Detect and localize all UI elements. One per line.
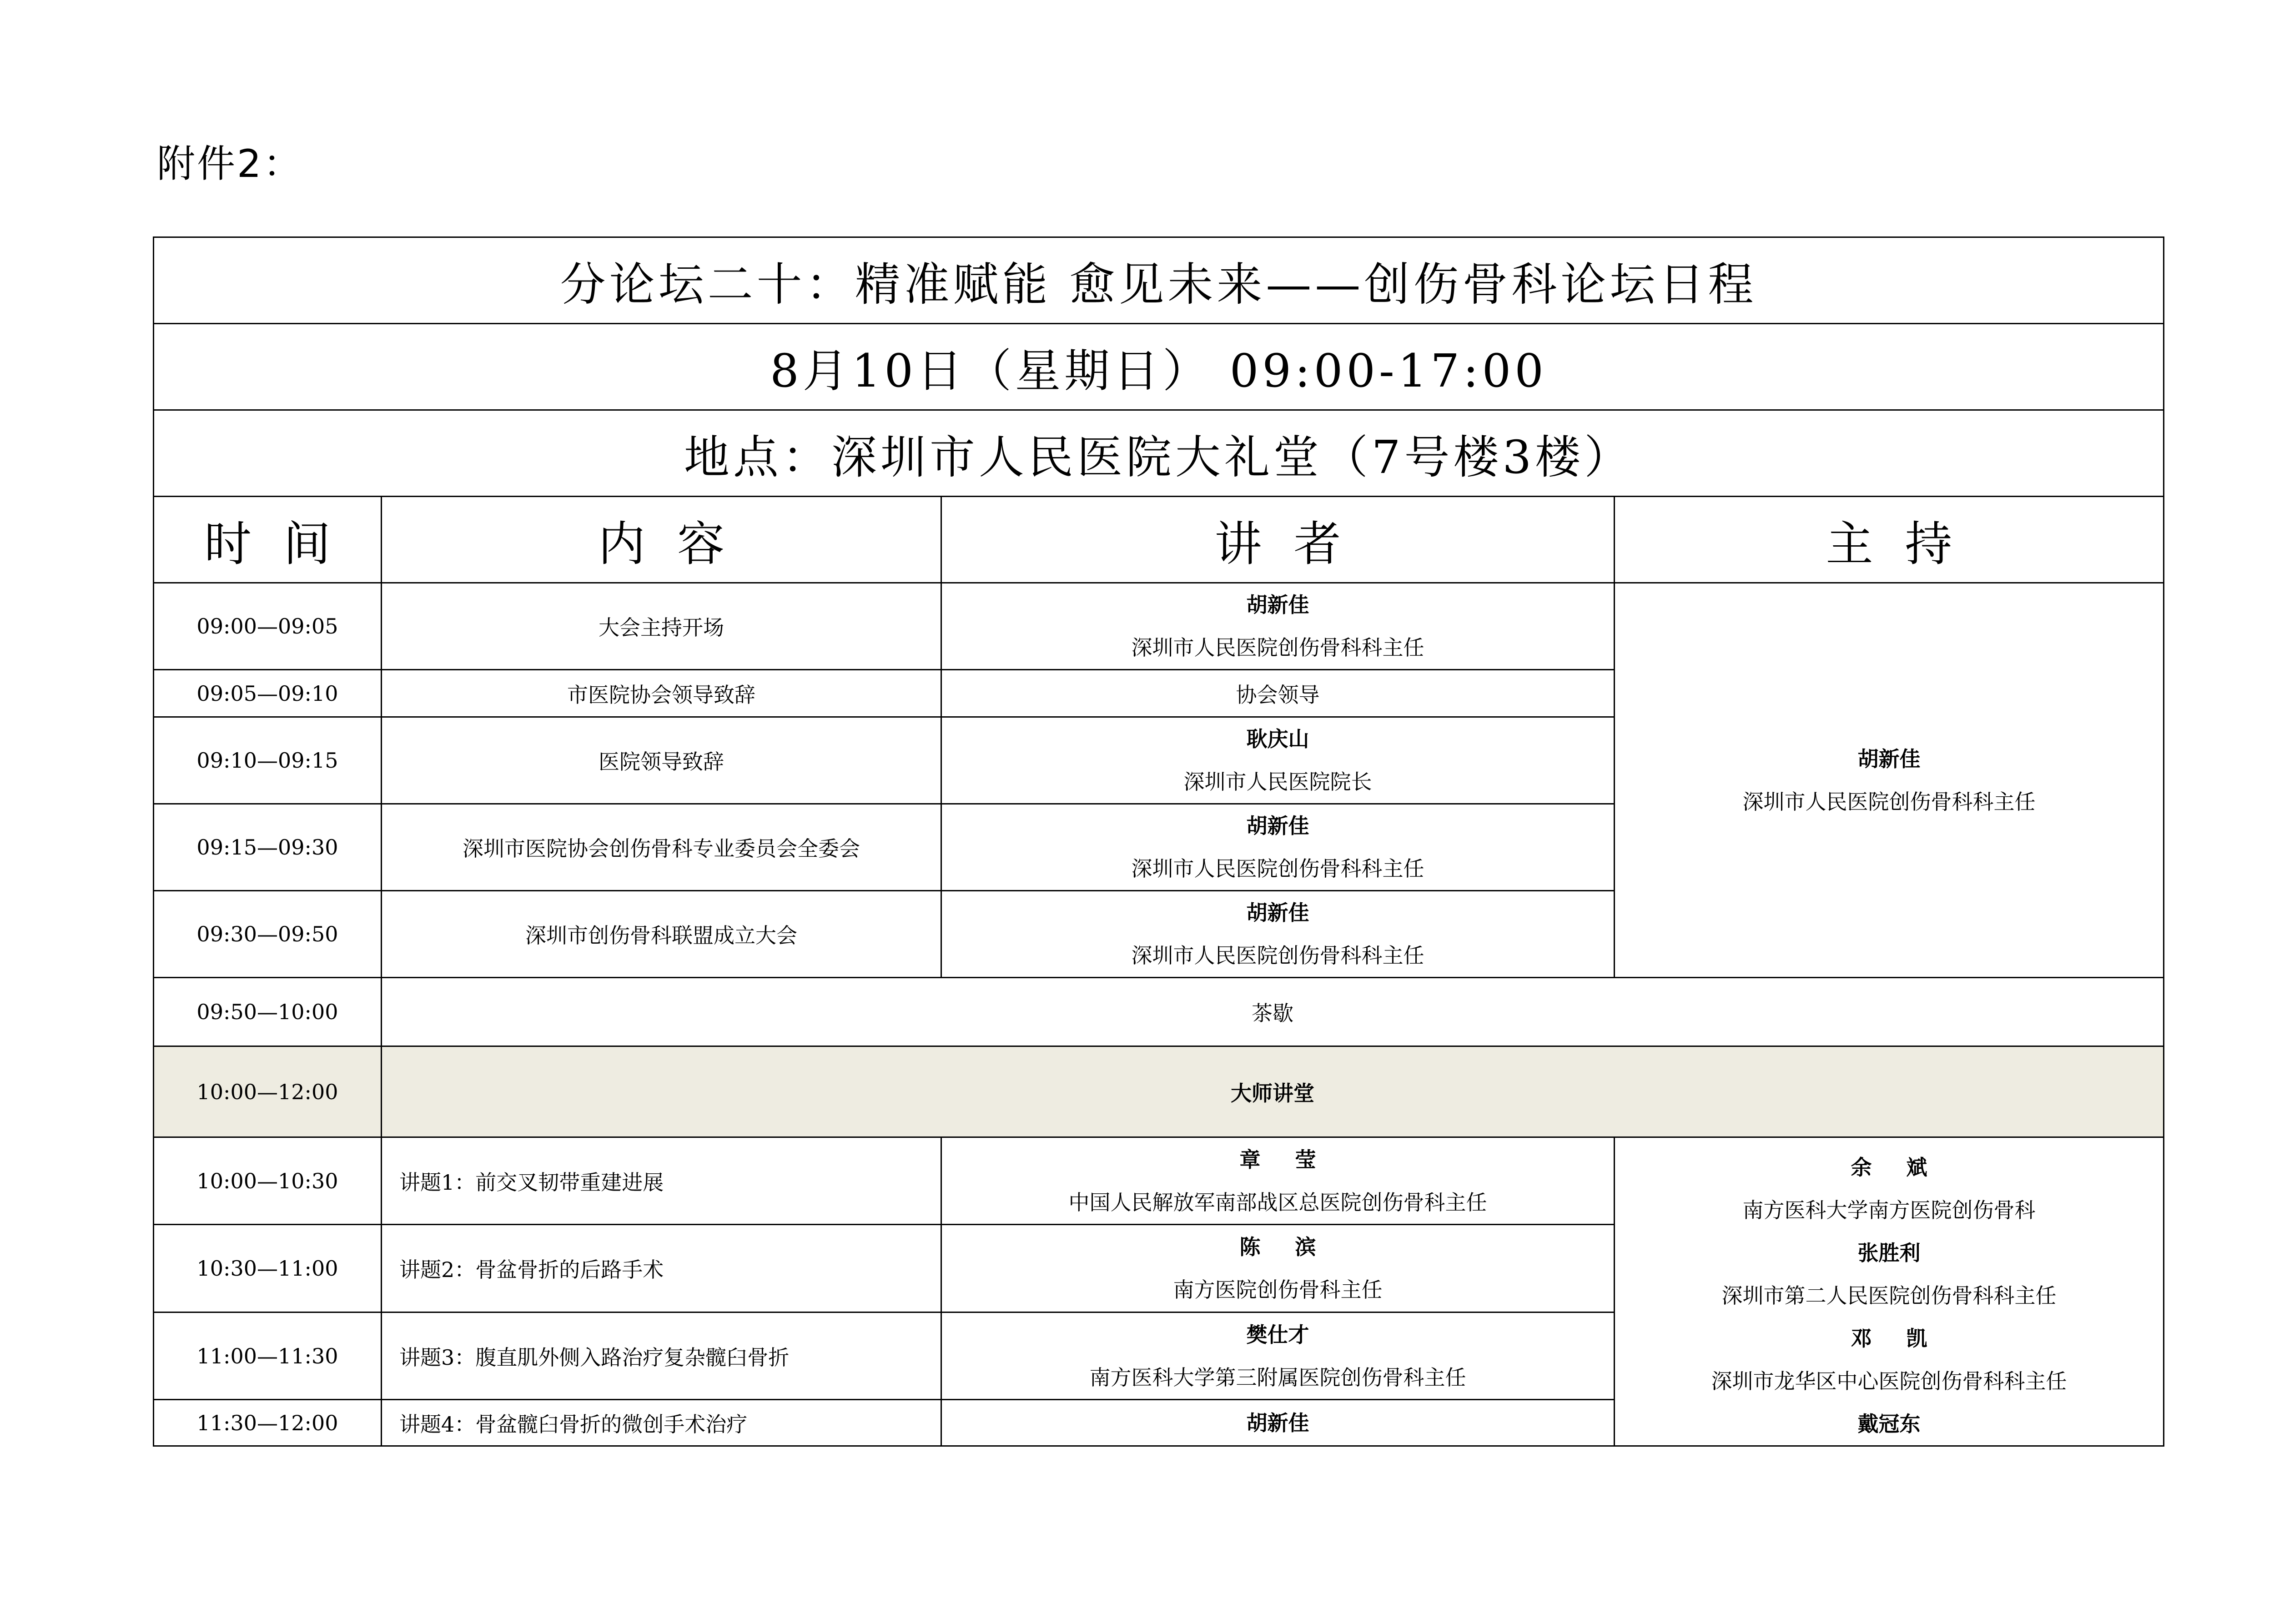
speaker-title: 深圳市人民医院院长 [1183,769,1372,794]
column-header-content: 内容 [382,497,941,583]
speaker-text: 协会领导 [941,670,1615,717]
host-entry [1615,1403,2163,1445]
host-title: 南方医科大学南方医院创伤骨科 [1742,1198,2036,1222]
session-content: 市医院协会领导致辞 [382,670,941,717]
tea-break-time: 09:50—10:00 [154,978,382,1046]
speaker-title: 深圳市人民医院创伤骨科科主任 [1131,635,1424,660]
tea-break-label: 茶歇 [382,978,2164,1046]
speaker-cell [941,891,1615,978]
speaker-name: 樊仕才 [1246,1322,1309,1347]
talk-topic: 讲题3：腹直肌外侧入路治疗复杂髋臼骨折 [382,1312,941,1399]
speaker-cell [941,804,1615,891]
talk-topic: 讲题4：骨盆髋臼骨折的微创手术治疗 [382,1400,941,1446]
session-time: 09:15—09:30 [154,804,382,891]
host-name: 邓 凯 [1851,1326,1941,1351]
speaker-name: 胡新佳 [1246,814,1309,838]
host-title: 深圳市第二人民医院创伤骨科科主任 [1721,1283,2057,1308]
session-content: 大会主持开场 [382,583,941,670]
master-session-time: 10:00—12:00 [154,1046,382,1137]
host-title: 深圳市龙华区中心医院创伤骨科科主任 [1711,1369,2067,1393]
forum-schedule-table [153,236,2164,1447]
column-header-host: 主持 [1615,497,2164,583]
speaker-cell [941,1225,1615,1312]
tea-break-row [154,978,2164,1046]
talk-hosts-stack [1615,1138,2163,1445]
talk-time: 10:00—10:30 [154,1137,382,1225]
venue-row [154,410,2164,497]
column-header-row [154,497,2164,583]
forum-venue: 地点：深圳市人民医院大礼堂（7号楼3楼） [154,410,2164,497]
forum-title: 分论坛二十：精准赋能 愈见未来——创伤骨科论坛日程 [154,237,2164,324]
host-name: 余 斌 [1851,1155,1941,1180]
master-session-row [154,1046,2164,1137]
title-row [154,237,2164,324]
speaker-cell [941,717,1615,804]
speaker-cell [941,1400,1615,1446]
talk-time: 11:30—12:00 [154,1400,382,1446]
speaker-name: 陈 滨 [1239,1235,1330,1260]
host-name: 张胜利 [1857,1241,1921,1265]
speaker-name: 章 莹 [1239,1147,1330,1172]
session-time: 09:05—09:10 [154,670,382,717]
speaker-name: 胡新佳 [1246,1410,1309,1435]
column-header-time: 时间 [154,497,382,583]
speaker-cell [941,1137,1615,1225]
host-entry [1615,1146,2163,1232]
session-time: 09:00—09:05 [154,583,382,670]
talk-time: 10:30—11:00 [154,1225,382,1312]
speaker-name: 胡新佳 [1246,900,1309,925]
session-content: 深圳市创伤骨科联盟成立大会 [382,891,941,978]
talk-time: 11:00—11:30 [154,1312,382,1399]
opening-host-cell [1615,583,2164,978]
speaker-title: 深圳市人民医院创伤骨科科主任 [1131,856,1424,881]
talk-topic: 讲题2：骨盆骨折的后路手术 [382,1225,941,1312]
speaker-cell [941,583,1615,670]
speaker-title: 南方医院创伤骨科主任 [1173,1277,1383,1302]
speaker-title: 中国人民解放军南部战区总医院创伤骨科主任 [1068,1190,1487,1215]
speaker-name: 耿庆山 [1246,727,1309,751]
session-content: 深圳市医院协会创伤骨科专业委员会全委会 [382,804,941,891]
session-time: 09:10—09:15 [154,717,382,804]
date-row [154,324,2164,410]
master-session-label: 大师讲堂 [382,1046,2164,1137]
host-name: 戴冠东 [1857,1412,1921,1436]
session-time: 09:30—09:50 [154,891,382,978]
host-name: 胡新佳 [1857,746,1921,771]
table-row [154,583,2164,670]
table-row [154,1137,2164,1225]
speaker-cell [941,1312,1615,1399]
session-content: 医院领导致辞 [382,717,941,804]
attachment-label: 附件2： [157,141,303,186]
column-header-speaker: 讲者 [941,497,1615,583]
talk-topic: 讲题1：前交叉韧带重建进展 [382,1137,941,1225]
speaker-name: 胡新佳 [1246,593,1309,617]
host-entry [1615,1317,2163,1403]
forum-date: 8月10日（星期日） 09:00-17:00 [154,324,2164,410]
host-title: 深圳市人民医院创伤骨科科主任 [1742,789,2036,814]
speaker-title: 深圳市人民医院创伤骨科科主任 [1131,943,1424,968]
speaker-title: 南方医科大学第三附属医院创伤骨科主任 [1089,1365,1466,1390]
host-entry [1615,1232,2163,1317]
talk-hosts-cell [1615,1137,2164,1446]
